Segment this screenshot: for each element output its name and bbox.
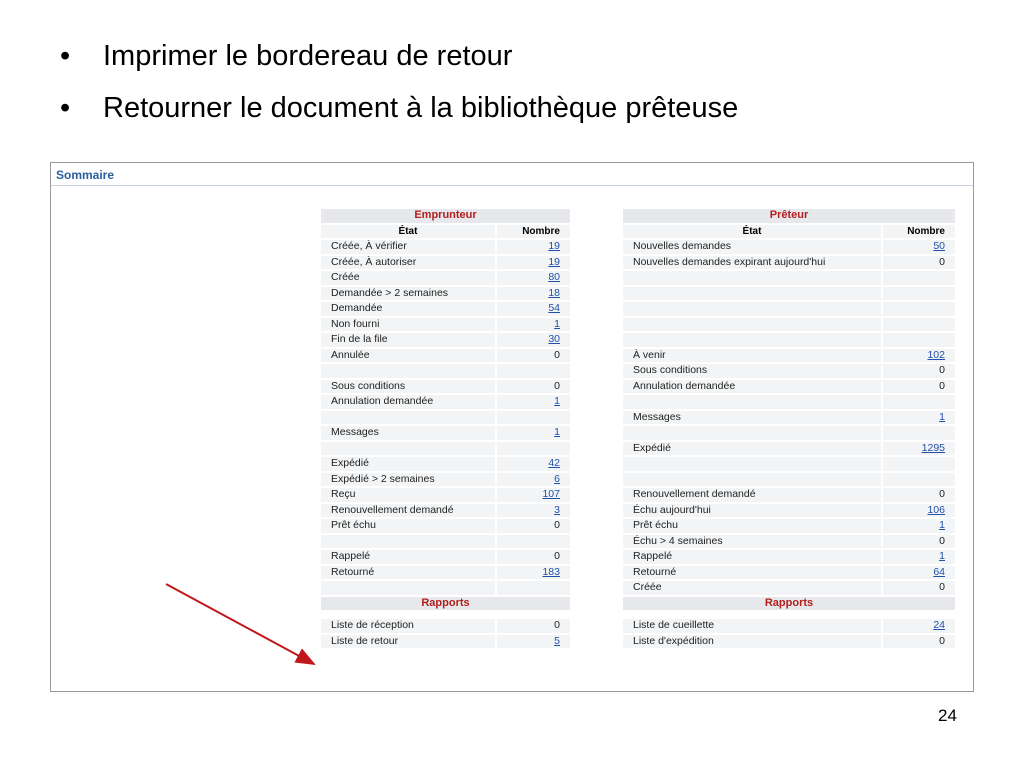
count-link[interactable]: 1 xyxy=(939,519,945,532)
count-cell: 0 xyxy=(883,364,955,378)
count-link[interactable]: 1295 xyxy=(921,441,945,454)
lender-header: Prêteur xyxy=(623,209,955,223)
state-cell: Créée xyxy=(321,271,495,285)
count-link[interactable]: 6 xyxy=(554,472,560,485)
count-cell: 0 xyxy=(883,380,955,394)
state-cell: Demandée xyxy=(321,302,495,316)
state-cell: Liste de cueillette xyxy=(623,619,881,633)
count-link[interactable]: 1 xyxy=(554,317,560,330)
count-link[interactable]: 80 xyxy=(548,271,560,284)
count-cell: 0 xyxy=(497,380,570,394)
count-link[interactable]: 19 xyxy=(548,240,560,253)
count-cell: 0 xyxy=(497,349,570,363)
count-link[interactable]: 1 xyxy=(554,426,560,439)
state-cell: Retourné xyxy=(623,566,881,580)
column-header-state: État xyxy=(623,225,881,239)
state-cell: Prêt échu xyxy=(321,519,495,533)
count-cell: 0 xyxy=(883,635,955,649)
count-link[interactable]: 102 xyxy=(927,348,945,361)
count-link[interactable]: 1 xyxy=(554,395,560,408)
state-cell: Liste de retour xyxy=(321,635,495,649)
state-cell: Fin de la file xyxy=(321,333,495,347)
count-link[interactable]: 3 xyxy=(554,503,560,516)
count-link[interactable]: 64 xyxy=(933,565,945,578)
column-header-count: Nombre xyxy=(497,225,570,239)
state-cell: Expédié > 2 semaines xyxy=(321,473,495,487)
bullet-glyph: • xyxy=(60,92,71,124)
count-link[interactable]: 1 xyxy=(939,410,945,423)
count-cell: 0 xyxy=(883,256,955,270)
count-link[interactable]: 1 xyxy=(939,550,945,563)
state-cell: Nouvelles demandes xyxy=(623,240,881,254)
count-link[interactable]: 183 xyxy=(542,565,560,578)
count-link[interactable]: 54 xyxy=(548,302,560,315)
state-cell: Échu aujourd'hui xyxy=(623,504,881,518)
count-cell: 0 xyxy=(497,619,570,633)
count-link[interactable]: 30 xyxy=(548,333,560,346)
state-cell: Annulée xyxy=(321,349,495,363)
bullet-text: Retourner le document à la bibliothèque prêteuse xyxy=(103,92,739,124)
state-cell: Retourné xyxy=(321,566,495,580)
count-link[interactable]: 18 xyxy=(548,286,560,299)
state-cell: Messages xyxy=(623,411,881,425)
count-cell: 0 xyxy=(883,581,955,595)
state-cell: Sous conditions xyxy=(321,380,495,394)
count-link[interactable]: 42 xyxy=(548,457,560,470)
count-link[interactable]: 19 xyxy=(548,255,560,268)
count-link[interactable]: 107 xyxy=(542,488,560,501)
count-cell: 0 xyxy=(883,488,955,502)
count-link[interactable]: 50 xyxy=(933,240,945,253)
state-cell: Créée, À autoriser xyxy=(321,256,495,270)
state-cell: Annulation demandée xyxy=(321,395,495,409)
count-link[interactable]: 24 xyxy=(933,619,945,632)
state-cell: Renouvellement demandé xyxy=(623,488,881,502)
reports-header: Rapports xyxy=(321,597,570,611)
borrower-header: Emprunteur xyxy=(321,209,570,223)
reports-header: Rapports xyxy=(623,597,955,611)
column-header-count: Nombre xyxy=(883,225,955,239)
state-cell: Créée, À vérifier xyxy=(321,240,495,254)
state-cell: Créée xyxy=(623,581,881,595)
state-cell: À venir xyxy=(623,349,881,363)
state-cell: Renouvellement demandé xyxy=(321,504,495,518)
state-cell: Reçu xyxy=(321,488,495,502)
state-cell: Liste d'expédition xyxy=(623,635,881,649)
state-cell: Non fourni xyxy=(321,318,495,332)
count-cell: 0 xyxy=(883,535,955,549)
state-cell: Expédié xyxy=(321,457,495,471)
column-header-state: État xyxy=(321,225,495,239)
count-cell: 0 xyxy=(497,519,570,533)
state-cell: Rappelé xyxy=(623,550,881,564)
count-link[interactable]: 106 xyxy=(927,503,945,516)
bullet-glyph: • xyxy=(60,40,71,72)
count-cell: 0 xyxy=(497,550,570,564)
state-cell: Prêt échu xyxy=(623,519,881,533)
state-cell: Demandée > 2 semaines xyxy=(321,287,495,301)
state-cell: Sous conditions xyxy=(623,364,881,378)
state-cell: Messages xyxy=(321,426,495,440)
state-cell: Nouvelles demandes expirant aujourd'hui xyxy=(623,256,881,270)
state-cell: Échu > 4 semaines xyxy=(623,535,881,549)
state-cell: Liste de réception xyxy=(321,619,495,633)
count-link[interactable]: 5 xyxy=(554,634,560,647)
page-number: 24 xyxy=(938,706,957,725)
state-cell: Rappelé xyxy=(321,550,495,564)
bullet-text: Imprimer le bordereau de retour xyxy=(103,40,513,72)
panel-title: Sommaire xyxy=(56,168,115,182)
state-cell: Expédié xyxy=(623,442,881,456)
state-cell: Annulation demandée xyxy=(623,380,881,394)
